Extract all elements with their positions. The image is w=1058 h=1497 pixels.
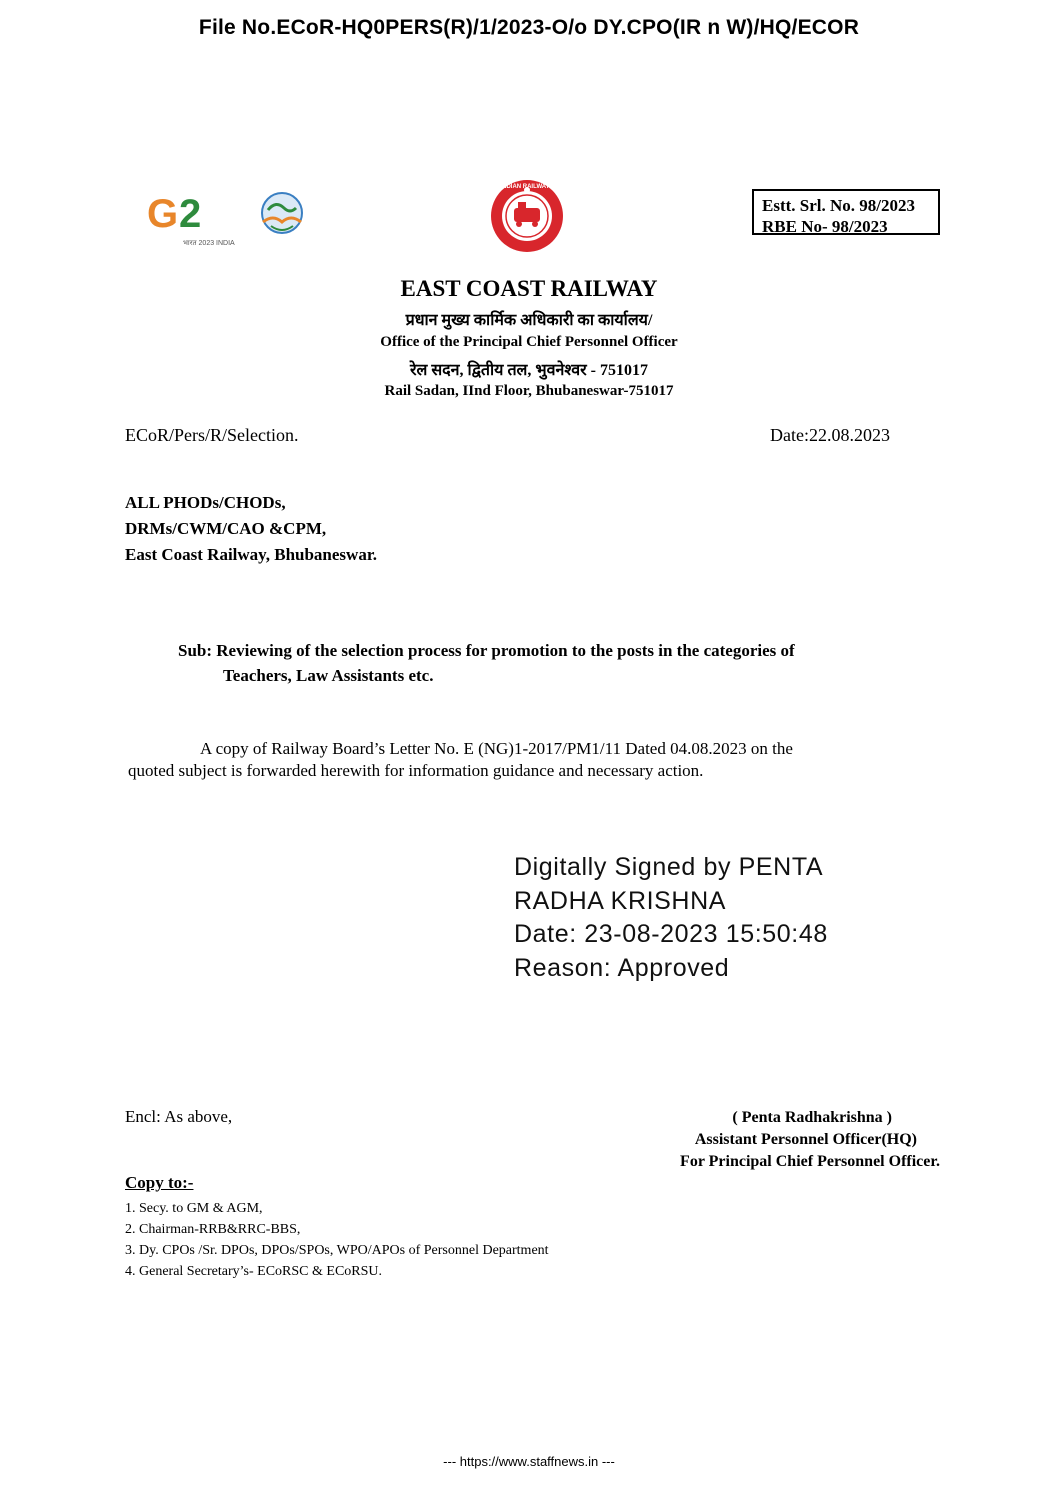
signatory-name: ( Penta Radhakrishna )	[732, 1109, 892, 1126]
address-english: Rail Sadan, IInd Floor, Bhubaneswar-751017	[384, 383, 674, 399]
signatory-designation: Assistant Personnel Officer(HQ)	[694, 1131, 917, 1148]
estt-serial-number: Estt. Srl. No. 98/2023	[762, 196, 915, 215]
subject-line: Teachers, Law Assistants etc.	[223, 666, 434, 685]
body-line: quoted subject is forwarded herewith for information guidance and necessary action.	[128, 761, 704, 780]
list-item: 3. Dy. CPOs /Sr. DPOs, DPOs/SPOs, WPO/APOs of Personnel Department	[125, 1243, 549, 1258]
subject-block	[178, 638, 898, 688]
body-line: A copy of Railway Board’s Letter No. E (NG)1-2017/PM1/11 Dated 04.08.2023 on the	[200, 739, 793, 758]
reference-number: ECoR/Pers/R/Selection.	[125, 425, 299, 445]
g20-logo	[125, 180, 317, 250]
list-item: 2. Chairman-RRB&RRC-BBS,	[125, 1222, 301, 1237]
enclosure-note: Encl: As above,	[125, 1107, 233, 1126]
signatory-for-line: For Principal Chief Personnel Officer.	[680, 1153, 940, 1170]
addressee-line: East Coast Railway, Bhubaneswar.	[125, 545, 378, 564]
indian-railways-emblem	[472, 178, 582, 254]
digital-signature-line: Digitally Signed by PENTA	[514, 853, 824, 881]
signatory-block	[560, 1107, 940, 1173]
addressee-block	[125, 490, 377, 568]
g20-logo-letter-g: G	[147, 192, 179, 236]
rbe-number: RBE No- 98/2023	[762, 217, 888, 236]
footer-link[interactable]: --- https://www.staffnews.in ---	[443, 1454, 615, 1469]
train-icon	[514, 208, 540, 222]
body-paragraph	[128, 738, 888, 782]
digital-signature-block	[514, 851, 828, 985]
file-number-header: File No.ECoR-HQ0PERS(R)/1/2023-O/o DY.CPO(IR n W)/HQ/ECOR	[198, 16, 860, 39]
addressee-line: ALL PHODs/CHODs,	[125, 493, 286, 512]
address-hindi: रेल सदन, द्वितीय तल, भुवनेश्वर - 751017	[409, 362, 649, 379]
globe-icon	[262, 193, 302, 233]
establishment-serial-box	[752, 189, 940, 235]
g20-logo-digit-2: 2	[179, 192, 202, 236]
organization-name: EAST COAST RAILWAY	[400, 276, 658, 301]
copy-to-list	[125, 1198, 549, 1282]
digital-signature-line: Reason: Approved	[514, 953, 730, 982]
office-name-english: Office of the Principal Chief Personnel Officer	[380, 334, 678, 350]
letter-date: Date:22.08.2023	[770, 425, 890, 445]
digital-signature-line: Date: 23-08-2023 15:50:48	[514, 920, 828, 948]
list-item: 4. General Secretary’s- ECoRSC & ECoRSU.	[125, 1264, 383, 1279]
g20-tagline: भारत 2023 INDIA	[183, 240, 235, 247]
addressee-line: DRMs/CWM/CAO &CPM,	[125, 519, 327, 538]
subject-line: Sub: Reviewing of the selection process for promotion to the posts in the categories of	[178, 641, 795, 660]
digital-signature-line: RADHA KRISHNA	[514, 886, 727, 915]
emblem-text: INDIAN RAILWAYS	[500, 184, 554, 190]
office-name-hindi: प्रधान मुख्य कार्मिक अधिकारी का कार्यालय/	[405, 312, 653, 329]
list-item: 1. Secy. to GM & AGM,	[125, 1201, 263, 1216]
copy-to-heading: Copy to:-	[125, 1173, 194, 1192]
